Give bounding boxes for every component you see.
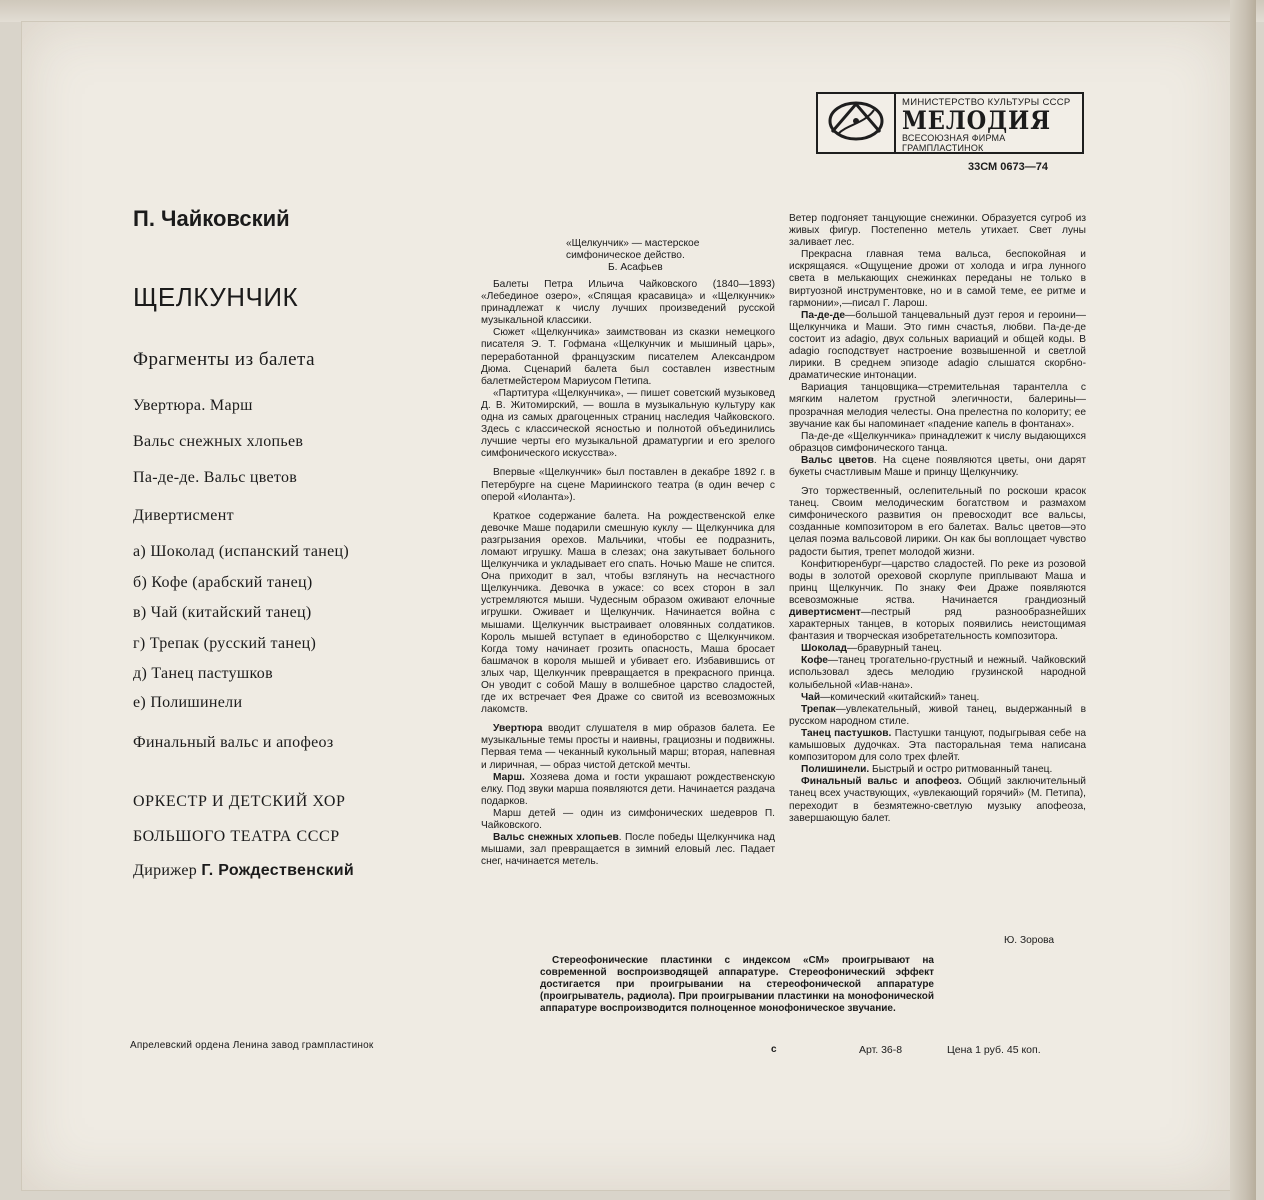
epigraph-line: симфоническое действо. bbox=[566, 250, 685, 261]
track-item: д) Танец пастушков bbox=[133, 665, 273, 682]
notes-term: Полишинели. bbox=[801, 764, 870, 776]
conductor bbox=[133, 862, 354, 880]
logo-firm: ВСЕСОЮЗНАЯ ФИРМА ГРАМПЛАСТИНОК bbox=[902, 133, 1006, 153]
notes-paragraph: Трепак—увлекательный, живой танец, выдержанный в русском народном стиле. bbox=[789, 703, 1086, 727]
catalog-number: 33СМ 0673—74 bbox=[968, 161, 1048, 173]
notes-paragraph: Танец пастушков. Пастушки танцуют, подыгрывая себе на камышовых дудочках. Эта пасторальная тема написана композитором для соло трех флейт. bbox=[789, 727, 1086, 764]
track-item: Финальный вальс и апофеоз bbox=[133, 734, 334, 751]
track-item: Увертюра. Марш bbox=[133, 397, 253, 414]
album-subtitle: Фрагменты из балета bbox=[133, 349, 316, 370]
notes-paragraph: Марш детей — один из симфонических шедевров П. Чайковского. bbox=[481, 807, 775, 832]
notes-term: дивертисмент bbox=[789, 607, 861, 618]
notes-column-2 bbox=[789, 213, 1086, 825]
track-item: Па-де-де. Вальс цветов bbox=[133, 469, 298, 486]
notes-paragraph: Сюжет «Щелкунчика» заимствован из сказки немецкого писателя Э. Т. Гофмана «Щелкунчик и мышиный царь», переработанной французским писателем Александром Дюма. Сценарий балета был составлен известным балетмейстером Мариусом Петипа. bbox=[481, 327, 775, 387]
track-item: Дивертисмент bbox=[133, 507, 234, 524]
track-item: б) Кофе (арабский танец) bbox=[133, 574, 313, 591]
factory-name: Апрелевский ордена Ленина завод грампластинок bbox=[130, 1040, 374, 1051]
notes-term: Па-де-де bbox=[801, 309, 846, 321]
notes-paragraph: Увертюра вводит слушателя в мир образов балета. Ее музыкальные темы просты и наивны, грациозны и подвижны. Первая тема — чеканный кукольный марш; вторая, напевная и лиричная, — образ чистой детской мечты. bbox=[481, 723, 775, 771]
notes-term: Финальный вальс и апофеоз. bbox=[801, 776, 962, 788]
conductor-label: Дирижер bbox=[133, 862, 198, 879]
notes-paragraph: Па-де-де «Щелкунчика» принадлежит к числу выдающихся образцов симфонического танца. bbox=[789, 430, 1086, 454]
notes-paragraph: Это торжественный, ослепительный по роскоши красок танец. Своим мелодическим богатством и размахом симфонического развития он превосходит все вальсы, созданные композитором в его балетах. Вальс цветов—это целая поэма вальсовой лирики. Он как бы воплощает чувство радости бытия, трепет молодой жизни. bbox=[789, 486, 1086, 558]
notes-paragraph: Впервые «Щелкунчик» был поставлен в декабре 1892 г. в Петербурге на сцене Мариинского театра (в один вечер с оперой «Иоланта»). bbox=[481, 467, 775, 503]
notes-term: Кофе bbox=[801, 655, 828, 667]
notes-paragraph: Балеты Петра Ильича Чайковского (1840—1893) «Лебединое озеро», «Спящая красавица» и «Щелкунчик» принадлежат к числу лучших произведений русской музыкальной классики. bbox=[481, 279, 775, 327]
logo-ministry: МИНИСТЕРСТВО КУЛЬТУРЫ СССР bbox=[902, 97, 1071, 108]
price: Цена 1 руб. 45 коп. bbox=[947, 1044, 1041, 1056]
notes-term: Чай bbox=[801, 691, 821, 703]
notes-term: Трепак bbox=[801, 703, 836, 715]
track-item: г) Трепак (русский танец) bbox=[133, 635, 317, 652]
article-number: Арт. 36-8 bbox=[859, 1044, 903, 1056]
notes-term: Увертюра bbox=[493, 723, 543, 735]
logo-name: МЕЛОДИЯ bbox=[902, 106, 1051, 135]
notes-paragraph: Ветер подгоняет танцующие снежинки. Образуется сугроб из живых фигур. Постепенно метель утихает. Свет луны заливает лес. bbox=[789, 213, 1086, 249]
footer-mark: с bbox=[771, 1044, 777, 1055]
epigraph-author: Б. Асафьев bbox=[608, 262, 663, 273]
performer-line: ОРКЕСТР И ДЕТСКИЙ ХОР bbox=[133, 793, 346, 810]
notes-paragraph: Кофе—танец трогательно-грустный и нежный. Чайковский использовал здесь мелодию грузинской народной колыбельной «Иав-нана». bbox=[789, 655, 1086, 691]
conductor-name: Г. Рождественский bbox=[201, 862, 354, 879]
notes-paragraph: Вальс снежных хлопьев. После победы Щелкунчика над мышами, зал превращается в зимний еловый лес. Падает снег, начинается метель. bbox=[481, 832, 775, 868]
epigraph-line: «Щелкунчик» — мастерское bbox=[566, 238, 700, 249]
notes-paragraph: Прекрасна главная тема вальса, беспокойная и искрящаяся. «Ощущение дрожи от холода и игра лунного света в мелькающих снежинках переданы не только в виртуозной инструментовке, но и в самой теме, ее ритме и гармонии»,—писал Г. Ларош. bbox=[789, 249, 1086, 309]
notes-paragraph: Конфитюренбург—царство сладостей. По реке из розовой воды в золотой ореховой скорлупе приплывают Маша и принц Щелкунчик. По знаку Феи Драже появляются всевозможные яства. Начинается грандиозный дивертисмент—пестрый ряд разнообразнейших характерных танцев, в которых появились неистощимая фантазия и творческая изобретательность композитора. bbox=[789, 558, 1086, 643]
notes-paragraph: Краткое содержание балета. На рождественской елке девочке Маше подарили смешную куклу — Щелкунчика для разгрызания орехов. Мальчики, чтобы ее подразнить, ломают игрушку. Маша в слезах; она закутывает больного Щелкунчика и укладывает его спать. Ночью Маше не спится. Она приходит в зал, чтобы взглянуть на несчастного Щелкунчика. Девочка в ужасе: со всех сторон в зал устремляются мыши. Чудесным образом оживают елочные игрушки. Оживает и Щелкунчик. Начинается война с мышами. Щелкунчик выстраивает оловянных солдатиков. Король мышей вступает в единоборство с Щелкунчиком. Когда тому начинает грозить опасность, Маша бросает башмачок в короля мышей и убивает его. Избавившись от злых чар, Щелкунчик превращается в прекрасного принца. Он уводит с собой Машу в волшебное царство сладостей, где их встречает Фея Драже со свитой из всевозможных лакомств. bbox=[481, 510, 775, 716]
notes-paragraph: Марш. Хозяева дома и гости украшают рождественскую елку. Под звуки марша появляются дети. Начинается раздача подарков. bbox=[481, 771, 775, 807]
notes-term: Танец пастушков. bbox=[801, 727, 892, 739]
track-item: е) Полишинели bbox=[133, 694, 243, 711]
melodiya-logo-icon bbox=[818, 94, 896, 152]
notes-paragraph: Финальный вальс и апофеоз. Общий заключительный танец всех участвующих, «увлекающий горячий» (М. Петипа), переходит в безмятежно-светлую музыку апофеоза, завершающую балет. bbox=[789, 776, 1086, 824]
album-title: ЩЕЛКУНЧИК bbox=[133, 282, 299, 312]
notes-column-1 bbox=[481, 279, 775, 868]
author-signature: Ю. Зорова bbox=[1004, 935, 1055, 946]
epigraph bbox=[566, 238, 756, 274]
notes-paragraph: Вариация танцовщика—стремительная тарантелла с мягким налетом грустной элегичности, балерины—прозрачная мелодия челесты. Она прелестна по колориту; ее звучание как бы напоминает «падение капель в фонтанах». bbox=[789, 382, 1086, 430]
sleeve-top-edge bbox=[0, 0, 1264, 22]
notes-paragraph: Вальс цветов. На сцене появляются цветы, они дарят букеты счастливым Маше и принцу Щелкунчику. bbox=[789, 454, 1086, 478]
melodiya-logo bbox=[816, 92, 1084, 154]
performer-line: БОЛЬШОГО ТЕАТРА СССР bbox=[133, 828, 340, 845]
track-item: Вальс снежных хлопьев bbox=[133, 433, 304, 450]
logo-text-block bbox=[896, 94, 1082, 152]
notes-paragraph: «Партитура «Щелкунчика», — пишет советский музыковед Д. В. Житомирский, — вошла в музыкальную культуру как одна из самых драгоценных страниц наследия Чайковского. Здесь с классической ясностью и полнотой объединились лучшие черты его музыкальной драматургии и его зрелого симфонического искусства». bbox=[481, 387, 775, 460]
track-item: в) Чай (китайский танец) bbox=[133, 604, 312, 621]
notes-paragraph: Чай—комический «китайский» танец. bbox=[801, 691, 980, 703]
notes-paragraph: Шоколад—бравурный танец. bbox=[801, 643, 942, 655]
sleeve-right-edge bbox=[1230, 0, 1256, 1200]
stereo-note bbox=[540, 955, 934, 1015]
notes-term: Марш. bbox=[493, 771, 525, 783]
notes-paragraph: Па-де-де—большой танцевальный дуэт героя и героини—Щелкунчика и Маши. Это гимн счастья, любви. Па-де-де состоит из adagio, двух сольных вариаций и общей коды. В adagio господствует настроение возвышенной и светлой лирики. В среднем эпизоде adagio слышатся скорбно-драматические интонации. bbox=[789, 309, 1086, 382]
stereo-note-text: Стереофонические пластинки с индексом «СМ» проигрывают на современной воспроизводящей аппаратуре. Стереофонический эффект достигается при проигрывании на стереофонической аппаратуре (проигрыватель, радиола). При проигрывании пластинки на монофонической аппаратуре воспроизводится полноценное монофоническое звучание. bbox=[540, 955, 934, 1014]
track-item: а) Шоколад (испанский танец) bbox=[133, 543, 350, 560]
notes-term: Вальс снежных хлопьев bbox=[493, 832, 619, 844]
notes-term: Шоколад bbox=[801, 643, 847, 655]
notes-term: Вальс цветов bbox=[801, 454, 874, 466]
composer-name: П. Чайковский bbox=[133, 206, 290, 231]
notes-paragraph: Полишинели. Быстрый и остро ритмованный танец. bbox=[801, 764, 1053, 776]
